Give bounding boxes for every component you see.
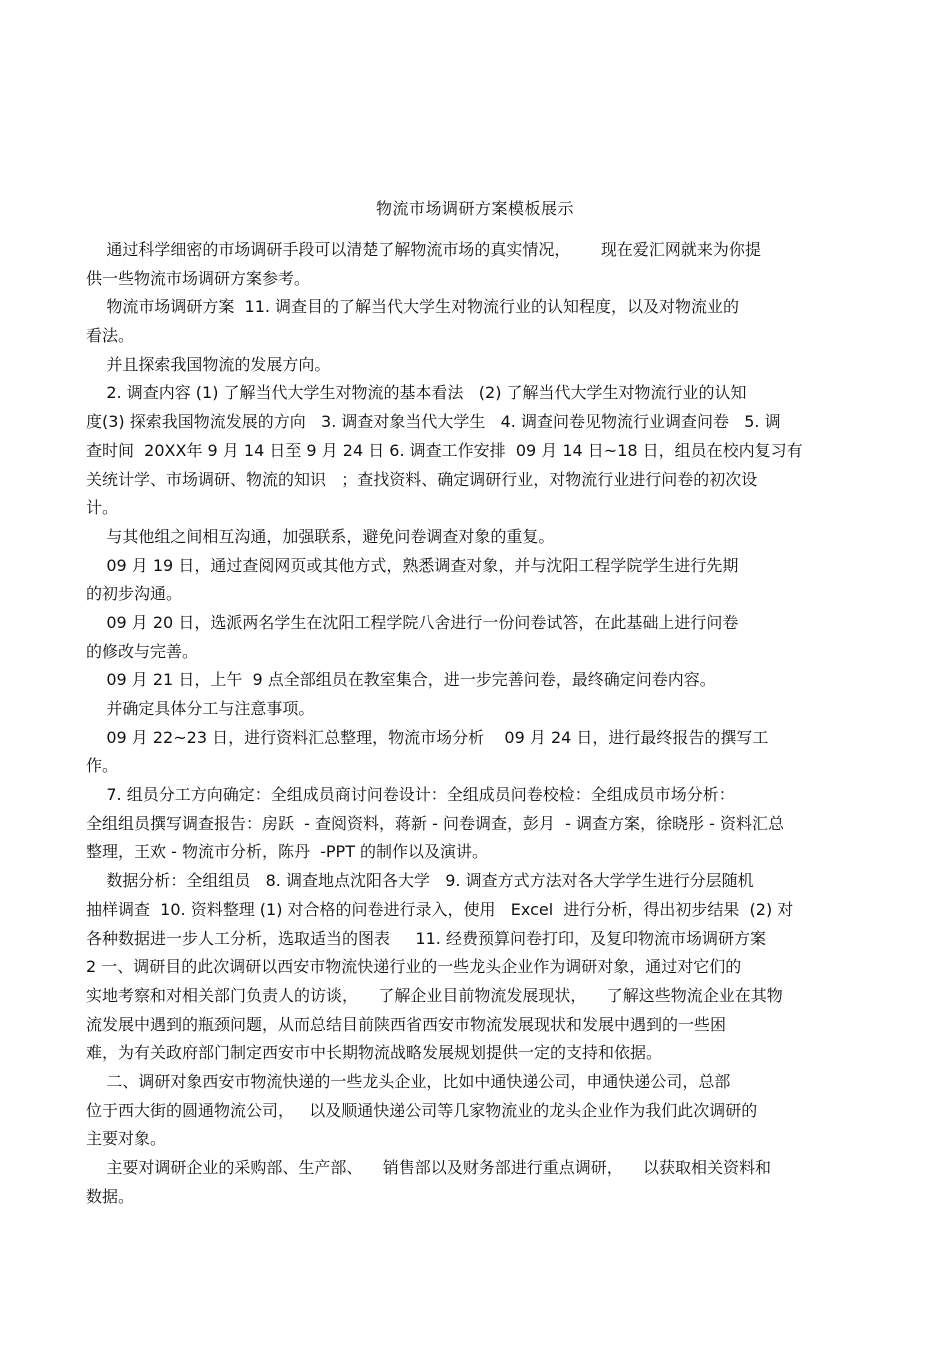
text-line: 查时间 20XX年 9 月 14 日至 9 月 24 日 6. 调查工作安排 09 月 14 日~18 日，组员在校内复习有 bbox=[86, 440, 803, 460]
text-line: 度(3) 探索我国物流发展的方向 3. 调查对象当代大学生 4. 调查问卷见物流行业调查问卷 5. 调 bbox=[86, 412, 781, 432]
text-line: 难，为有关政府部门制定西安市中长期物流战略发展规划提供一定的支持和依据。 bbox=[86, 1043, 663, 1063]
text-line: 计。 bbox=[86, 498, 119, 518]
text-line: 数据。 bbox=[86, 1186, 135, 1206]
text-line: 关统计学、市场调研、物流的知识 ；查找资料、确定调研行业，对物流行业进行问卷的初次设 bbox=[86, 469, 758, 489]
text-line: 数据分析：全组组员 8. 调查地点沈阳各大学 9. 调查方式方法对各大学学生进行分层随机 bbox=[86, 871, 754, 891]
text-line: 看法。 bbox=[86, 326, 135, 346]
text-line: 的修改与完善。 bbox=[86, 641, 199, 661]
text-line: 二、调研对象西安市物流快递的一些龙头企业，比如中通快递公司，申通快递公司，总部 bbox=[86, 1071, 731, 1091]
text-line: 主要对象。 bbox=[86, 1129, 167, 1149]
text-line: 2 一、调研目的此次调研以西安市物流快递行业的一些龙头企业作为调研对象，通过对它们的 bbox=[86, 957, 742, 977]
text-line: 09 月 22~23 日，进行资料汇总整理，物流市场分析 09 月 24 日，进行最终报告的撰写工 bbox=[86, 727, 769, 747]
text-line: 流发展中遇到的瓶颈问题，从而总结目前陕西省西安市物流发展现状和发展中遇到的一些困 bbox=[86, 1014, 727, 1034]
text-line: 位于西大街的圆通物流公司， 以及顺通快递公司等几家物流业的龙头企业作为我们此次调研的 bbox=[86, 1100, 758, 1120]
text-line: 09 月 21 日，上午 9 点全部组员在教室集合，进一步完善问卷，最终确定问卷内容。 bbox=[86, 670, 716, 690]
document-title: 物流市场调研方案模板展示 bbox=[375, 199, 574, 218]
text-line: 通过科学细密的市场调研手段可以清楚了解物流市场的真实情况， 现在爱汇网就来为你提 bbox=[86, 240, 761, 259]
text-line: 作。 bbox=[86, 756, 119, 776]
text-line: 2. 调查内容 (1) 了解当代大学生对物流的基本看法 (2) 了解当代大学生对物流行业的认知 bbox=[86, 383, 747, 403]
text-line: 的初步沟通。 bbox=[86, 584, 183, 604]
text-line: 09 月 20 日，选派两名学生在沈阳工程学院八舍进行一份问卷试答，在此基础上进行问卷 bbox=[86, 612, 739, 632]
document-body bbox=[86, 236, 866, 1211]
text-line: 与其他组之间相互沟通，加强联系，避免问卷调查对象的重复。 bbox=[86, 526, 555, 546]
text-line: 7. 组员分工方向确定：全组成员商讨问卷设计：全组成员问卷校检：全组成员市场分析： bbox=[86, 785, 735, 805]
text-line: 09 月 19 日，通过查阅网页或其他方式，熟悉调查对象，并与沈阳工程学院学生进行先期 bbox=[86, 555, 739, 575]
text-line: 供一些物流市场调研方案参考。 bbox=[86, 268, 311, 288]
text-line: 整理，王欢 - 物流市分析，陈丹 -PPT 的制作以及演讲。 bbox=[86, 842, 489, 862]
text-line: 实地考察和对相关部门负责人的访谈， 了解企业目前物流发展现状， 了解这些物流企业在其物 bbox=[86, 985, 783, 1005]
text-line: 抽样调查 10. 资料整理 (1) 对合格的问卷进行录入，使用 Excel 进行分析，得出初步结果 (2) 对 bbox=[86, 899, 794, 919]
text-line: 全组组员撰写调查报告：房跃 - 查阅资料，蒋新 - 问卷调查，彭月 - 调查方案，徐晓彤 - 资料汇总 bbox=[86, 813, 784, 833]
text-line: 物流市场调研方案 11. 调查目的了解当代大学生对物流行业的认知程度，以及对物流业的 bbox=[86, 297, 740, 317]
text-line: 并且探索我国物流的发展方向。 bbox=[86, 354, 331, 374]
text-line: 并确定具体分工与注意事项。 bbox=[86, 699, 315, 718]
text-line: 各种数据进一步人工分析，选取适当的图表 11. 经费预算问卷打印，及复印物流市场调研方案 bbox=[86, 928, 766, 948]
text-line: 主要对调研企业的采购部、生产部、 销售部以及财务部进行重点调研， 以获取相关资料和 bbox=[86, 1158, 772, 1177]
